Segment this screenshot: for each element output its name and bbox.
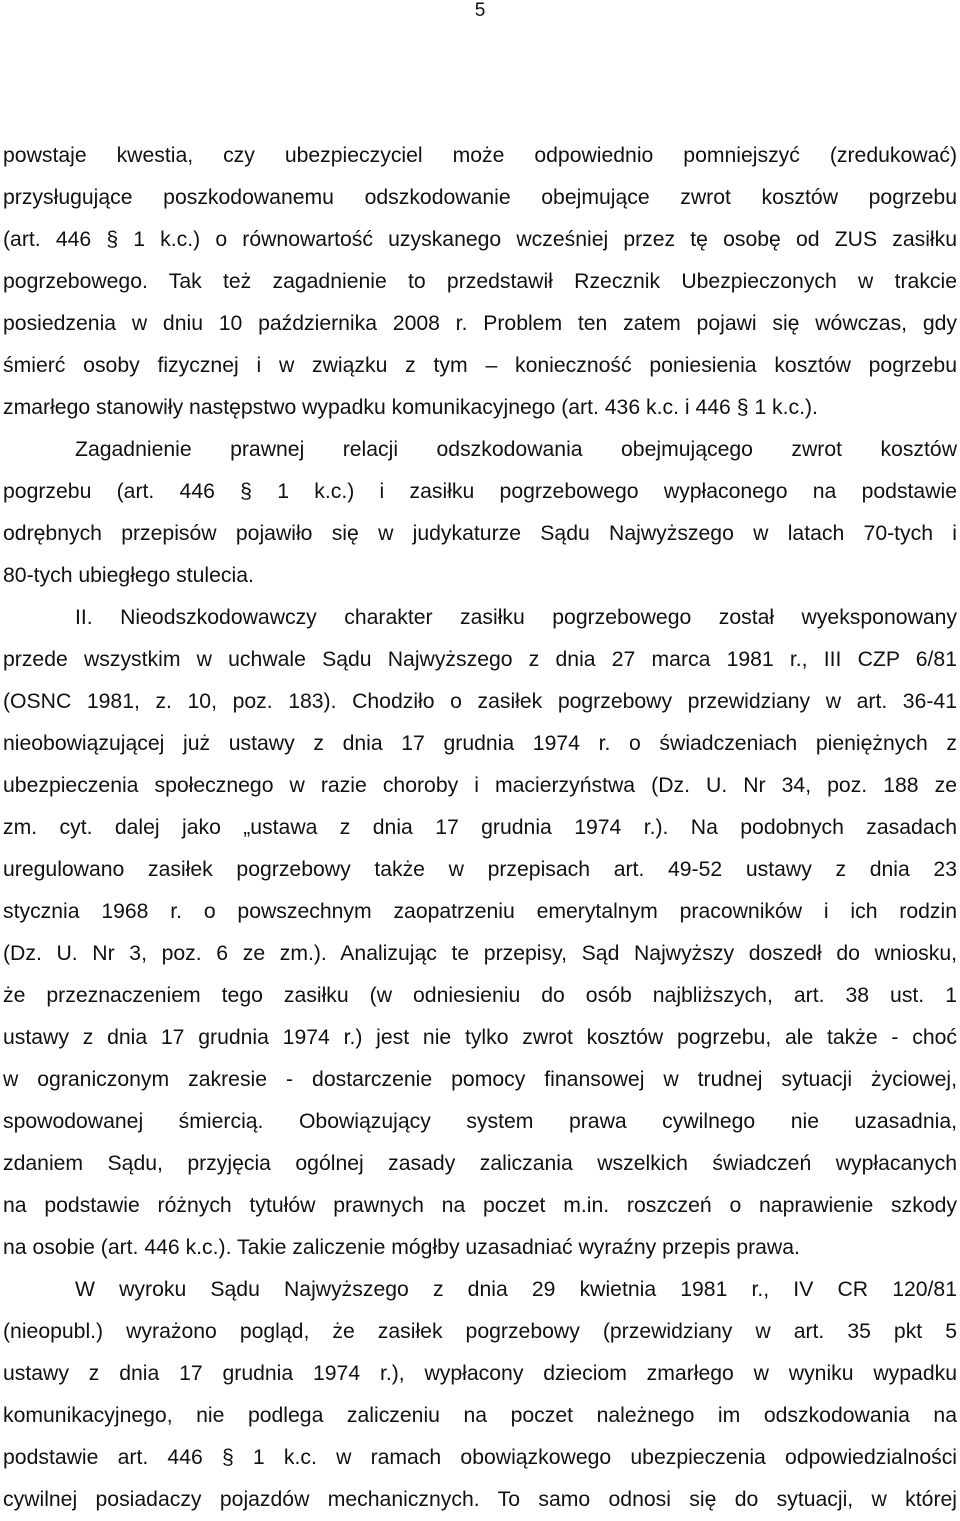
text-line: pogrzebu (art. 446 § 1 k.c.) i zasiłku pogrzebowego wypłaconego na podstawie xyxy=(3,480,957,503)
text-line: ustawy z dnia 17 grudnia 1974 r.), wypłacony dzieciom zmarłego w wyniku wypadku xyxy=(3,1362,957,1385)
text-line: pogrzebowego. Tak też zagadnienie to przedstawił Rzecznik Ubezpieczonych w trakcie xyxy=(3,270,957,293)
text-line: zmarłego stanowiły następstwo wypadku komunikacyjnego (art. 436 k.c. i 446 § 1 k.c.). xyxy=(3,396,818,419)
text-line: cywilnej posiadaczy pojazdów mechanicznych. To samo odnosi się do sytuacji, w której xyxy=(3,1488,957,1511)
text-line: na osobie (art. 446 k.c.). Takie zaliczenie mógłby uzasadniać wyraźny przepis prawa. xyxy=(3,1236,800,1259)
text-line: na podstawie różnych tytułów prawnych na poczet m.in. roszczeń o naprawienie szkody xyxy=(3,1194,957,1217)
text-line: śmierć osoby fizycznej i w związku z tym – konieczność poniesienia kosztów pogrzebu xyxy=(3,354,957,377)
text-line: w ograniczonym zakresie - dostarczenie pomocy finansowej w trudnej sytuacji życiowej, xyxy=(3,1068,957,1091)
text-line: W wyroku Sądu Najwyższego z dnia 29 kwietnia 1981 r., IV CR 120/81 xyxy=(75,1278,957,1301)
text-line: uregulowano zasiłek pogrzebowy także w przepisach art. 49-52 ustawy z dnia 23 xyxy=(3,858,957,881)
text-line: podstawie art. 446 § 1 k.c. w ramach obowiązkowego ubezpieczenia odpowiedzialności xyxy=(3,1446,957,1469)
text-line: stycznia 1968 r. o powszechnym zaopatrzeniu emerytalnym pracowników i ich rodzin xyxy=(3,900,957,923)
text-line: (art. 446 § 1 k.c.) o równowartość uzyskanego wcześniej przez tę osobę od ZUS zasiłku xyxy=(3,228,957,251)
text-line: II. Nieodszkodowawczy charakter zasiłku pogrzebowego został wyeksponowany xyxy=(75,606,957,629)
text-line: powstaje kwestia, czy ubezpieczyciel może odpowiednio pomniejszyć (zredukować) xyxy=(3,144,957,167)
text-line: komunikacyjnego, nie podlega zaliczeniu na poczet należnego im odszkodowania na xyxy=(3,1404,957,1427)
text-line: ustawy z dnia 17 grudnia 1974 r.) jest nie tylko zwrot kosztów pogrzebu, ale także - choć xyxy=(3,1026,957,1049)
text-line: (Dz. U. Nr 3, poz. 6 ze zm.). Analizując te przepisy, Sąd Najwyższy doszedł do wniosku, xyxy=(3,942,957,965)
text-line: posiedzenia w dniu 10 października 2008 r. Problem ten zatem pojawi się wówczas, gdy xyxy=(3,312,957,335)
text-line: zdaniem Sądu, przyjęcia ogólnej zasady zaliczania wszelkich świadczeń wypłacanych xyxy=(3,1152,957,1175)
text-line: 80-tych ubiegłego stulecia. xyxy=(3,564,254,587)
text-line: odrębnych przepisów pojawiło się w judykaturze Sądu Najwyższego w latach 70-tych i xyxy=(3,522,957,545)
text-line: przysługujące poszkodowanemu odszkodowanie obejmujące zwrot kosztów pogrzebu xyxy=(3,186,957,209)
text-line: ubezpieczenia społecznego w razie choroby i macierzyństwa (Dz. U. Nr 34, poz. 188 ze xyxy=(3,774,957,797)
text-line: (nieopubl.) wyrażono pogląd, że zasiłek pogrzebowy (przewidziany w art. 35 pkt 5 xyxy=(3,1320,957,1343)
text-line: przede wszystkim w uchwale Sądu Najwyższego z dnia 27 marca 1981 r., III CZP 6/81 xyxy=(3,648,957,671)
text-line: że przeznaczeniem tego zasiłku (w odniesieniu do osób najbliższych, art. 38 ust. 1 xyxy=(3,984,957,1007)
text-line: Zagadnienie prawnej relacji odszkodowania obejmującego zwrot kosztów xyxy=(75,438,957,461)
text-line: nieobowiązującej już ustawy z dnia 17 grudnia 1974 r. o świadczeniach pieniężnych z xyxy=(3,732,957,755)
text-line: (OSNC 1981, z. 10, poz. 183). Chodziło o zasiłek pogrzebowy przewidziany w art. 36-41 xyxy=(3,690,957,713)
document-body xyxy=(3,135,957,1521)
text-line: zm. cyt. dalej jako „ustawa z dnia 17 grudnia 1974 r.). Na podobnych zasadach xyxy=(3,816,957,839)
text-line: spowodowanej śmiercią. Obowiązujący system prawa cywilnego nie uzasadnia, xyxy=(3,1110,957,1133)
page-number: 5 xyxy=(474,0,486,21)
